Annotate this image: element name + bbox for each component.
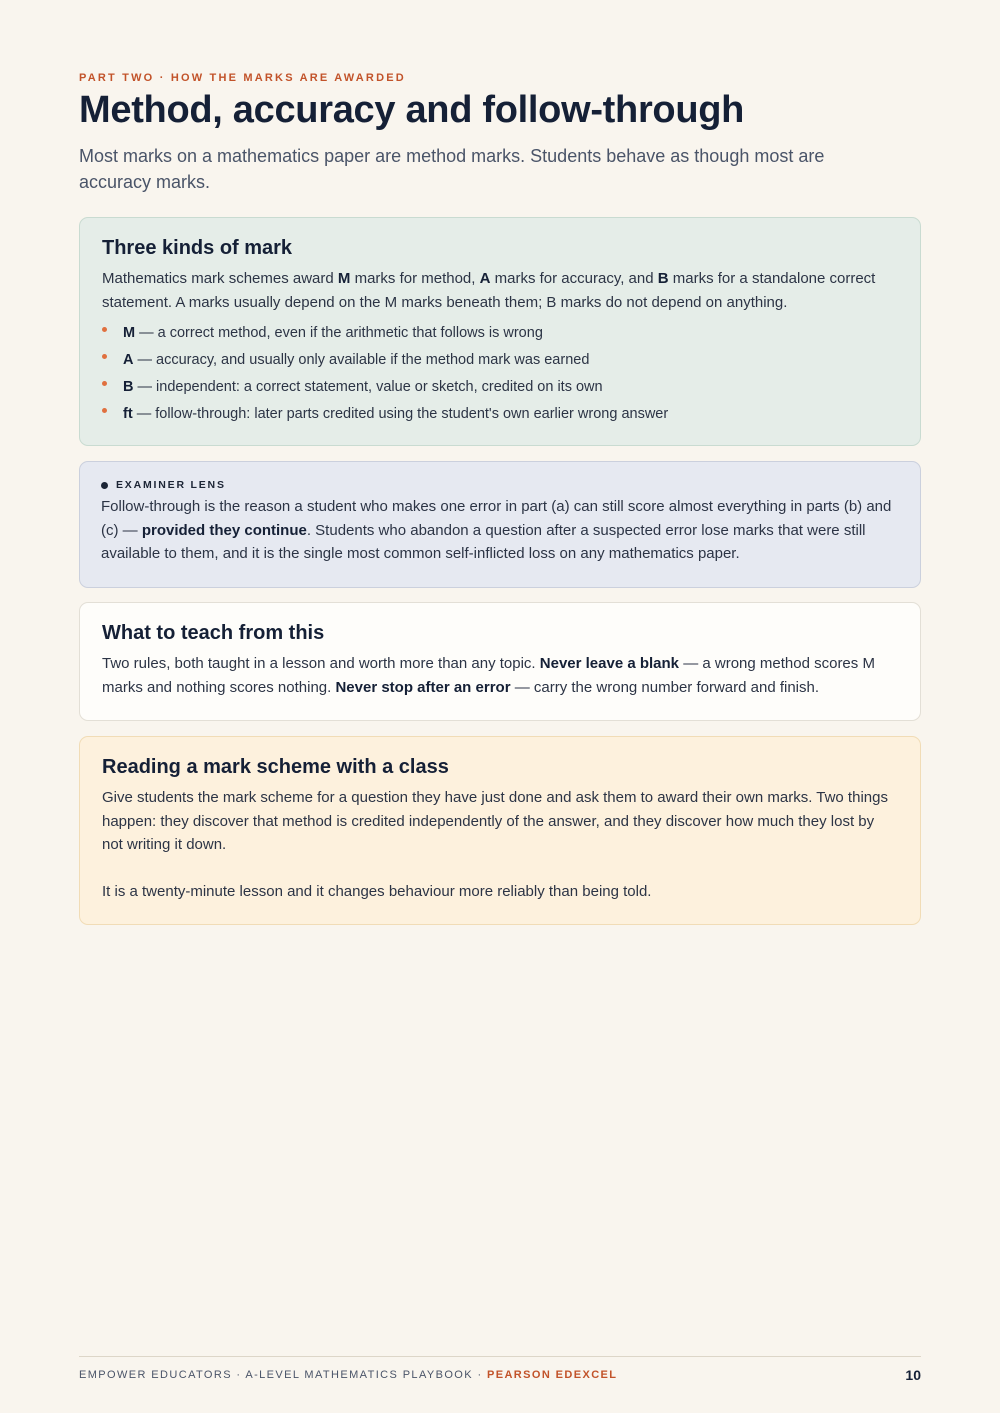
mark-types-list bbox=[102, 320, 898, 428]
teach-card-text: Two rules, both taught in a lesson and worth more than any topic. Never leave a blank — a wrong method scores M marks and nothing scores nothing. Never stop after an error — carry the wrong number forward and finish. bbox=[102, 655, 875, 696]
kinds-card-title: Three kinds of mark bbox=[102, 237, 293, 259]
kinds-card-intro: Mathematics mark schemes award M marks for method, A marks for accuracy, and B marks for a standalone correct statement. A marks usually depend on the M marks beneath them; B marks do not depend on anything. bbox=[102, 270, 876, 311]
page-subtitle: Most marks on a mathematics paper are method marks. Students behave as though most are accuracy marks. bbox=[79, 146, 825, 192]
what-to-teach-card bbox=[79, 602, 921, 721]
examiner-lens-text: Follow-through is the reason a student who makes one error in part (a) can still score almost everything in parts (b) and (c) — provided they continue. Students who abandon a question after a suspected error lose marks that were still available to them, and it is the single most common self-inflicted loss on any mathematics paper. bbox=[101, 498, 892, 562]
list-item: M — a correct method, even if the arithmetic that follows is wrong bbox=[102, 320, 898, 347]
teach-card-title: What to teach from this bbox=[102, 622, 325, 644]
reading-card-paragraph: Give students the mark scheme for a question they have just done and ask them to award their own marks. Two things happen: they discover that method is credited independently of the answer, and they discover how much they lost by not writing it down. bbox=[102, 789, 888, 853]
examiner-lens-label: EXAMINER LENS bbox=[101, 479, 899, 491]
list-item: A — accuracy, and usually only available if the method mark was earned bbox=[102, 347, 898, 374]
page-title: Method, accuracy and follow-through bbox=[79, 89, 745, 131]
bullet-icon bbox=[102, 381, 107, 386]
list-item: B — independent: a correct statement, value or sketch, credited on its own bbox=[102, 374, 898, 401]
reading-card-paragraph: It is a twenty-minute lesson and it changes behaviour more reliably than being told. bbox=[102, 882, 652, 900]
kinds-of-mark-card bbox=[79, 217, 921, 446]
footer-divider bbox=[79, 1356, 921, 1357]
reading-mark-scheme-card bbox=[79, 736, 921, 925]
footer-brand: PEARSON EDEXCEL bbox=[486, 1369, 618, 1381]
list-item: ft — follow-through: later parts credited using the student's own earlier wrong answer bbox=[102, 401, 898, 428]
bullet-icon bbox=[102, 408, 107, 413]
section-eyebrow: PART TWO · HOW THE MARKS ARE AWARDED bbox=[79, 72, 406, 84]
page-number: 10 bbox=[905, 1367, 921, 1383]
dot-icon bbox=[101, 482, 108, 489]
reading-card-title: Reading a mark scheme with a class bbox=[102, 756, 449, 778]
footer-publication: EMPOWER EDUCATORS · A-LEVEL MATHEMATICS PLAYBOOK · PEARSON EDEXCEL bbox=[79, 1369, 618, 1381]
page-footer bbox=[79, 1367, 921, 1383]
examiner-lens-card bbox=[79, 461, 921, 588]
bullet-icon bbox=[102, 327, 107, 332]
bullet-icon bbox=[102, 354, 107, 359]
